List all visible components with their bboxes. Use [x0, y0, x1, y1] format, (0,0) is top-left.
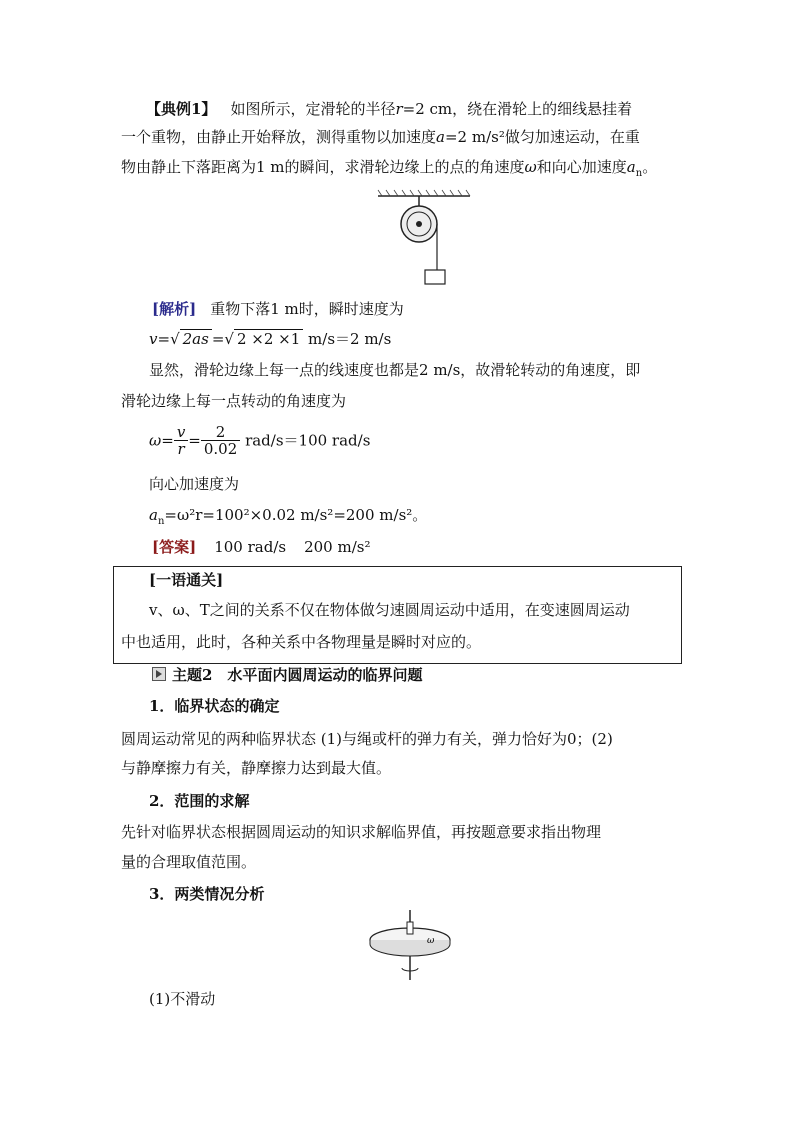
subsection-no-slip: (1)不滑动: [149, 990, 216, 1008]
eq-tail: m/s＝2 m/s: [308, 330, 392, 348]
topic-heading: [152, 665, 422, 685]
section-2-para-2: 量的合理取值范围。: [121, 853, 257, 871]
section-2-heading: 2．范围的求解: [149, 792, 250, 810]
example-line-1: [146, 99, 632, 119]
analysis-intro: [152, 299, 404, 319]
equation-omega: ω= $\frac{v}{r}$ = $\frac{2}{0.02}$ rad/s＝100 rad/s: [149, 423, 371, 458]
frac-num: v: [174, 424, 188, 441]
eq-sign: =: [211, 330, 225, 348]
turntable-figure: [365, 908, 465, 983]
summary-title: [一语通关]: [149, 571, 224, 589]
omega-label: ω: [427, 936, 435, 946]
analysis-p2: 滑轮边缘上每一点转动的角速度为: [121, 392, 347, 410]
section-2-para-1: 先针对临界状态根据圆周运动的知识求解临界值，再按题意要求指出物理: [121, 823, 602, 841]
example-text: 物由静止下落距离为1 m的瞬间，求滑轮边缘上的点的角速度: [121, 158, 525, 176]
eq-text: =ω²r=100²×0.02 m/s²=200 m/s²。: [164, 506, 428, 524]
var-an-sub: n: [635, 168, 643, 179]
example-text: 如图所示，定滑轮的半径: [230, 100, 396, 118]
var-a: a: [149, 506, 158, 524]
analysis-text: 重物下落1 m时，瞬时速度为: [210, 300, 404, 318]
pulley-figure: [374, 188, 474, 288]
analysis-p3: 向心加速度为: [149, 475, 240, 493]
fraction-value: [201, 424, 240, 457]
topic-title: 主题2 水平面内圆周运动的临界问题: [172, 666, 423, 684]
frac-num: 2: [201, 424, 240, 441]
equation-acceleration: [149, 505, 427, 525]
var-a: a: [436, 128, 445, 146]
eq-tail: rad/s＝100 rad/s: [245, 431, 371, 450]
sqrt-content: 2 ×2 ×1: [234, 329, 303, 348]
sqrt-content: 2as: [182, 330, 209, 348]
example-text: 。: [642, 158, 658, 176]
section-1-para-1: 圆周运动常见的两种临界状态 (1)与绳或杆的弹力有关，弹力恰好为0；(2): [121, 730, 613, 748]
example-text: 一个重物，由静止开始释放，测得重物以加速度: [121, 128, 437, 146]
frac-den: r: [177, 440, 185, 458]
section-1-heading: 1．临界状态的确定: [149, 697, 280, 715]
var-omega: ω: [149, 431, 162, 450]
example-text: 和向心加速度: [536, 158, 627, 176]
var-sub: n: [157, 516, 165, 527]
example-line-3: [121, 157, 657, 177]
eq-sign: =: [157, 330, 171, 348]
summary-line-1: v、ω、T之间的关系不仅在物体做匀速圆周运动中适用，在变速圆周运动: [149, 601, 630, 619]
section-3-heading: 3．两类情况分析: [149, 885, 265, 903]
analysis-p1: 显然，滑轮边缘上每一点的线速度也都是2 m/s，故滑轮转动的角速度，即: [149, 361, 641, 379]
frac-den: 0.02: [203, 440, 238, 458]
answer-line: [152, 537, 370, 557]
example-line-2: [121, 127, 640, 147]
answer-tag: [答案]: [152, 538, 197, 556]
answer-value-1: 100 rad/s: [214, 538, 287, 556]
summary-line-2: 中也适用，此时，各种关系中各物理量是瞬时对应的。: [121, 633, 482, 651]
var-r: r: [395, 100, 403, 118]
example-tag: 【典例1】: [146, 100, 217, 118]
triangle-marker-icon: [152, 667, 166, 681]
var-an: a: [626, 158, 636, 176]
equation-velocity: v=√ 2as =√ 2 ×2 ×1 m/s＝2 m/s: [149, 330, 392, 348]
var-v: v: [149, 330, 158, 348]
section-1-para-2: 与静摩擦力有关，静摩擦力达到最大值。: [121, 759, 392, 777]
var-omega: ω: [524, 158, 537, 176]
example-text: =2 cm，绕在滑轮上的细线悬挂着: [402, 100, 633, 118]
fraction-v-r: [174, 424, 188, 457]
analysis-tag: [解析]: [152, 300, 197, 318]
example-text: =2 m/s²做匀加速运动，在重: [444, 128, 640, 146]
answer-value-2: 200 m/s²: [304, 538, 371, 556]
